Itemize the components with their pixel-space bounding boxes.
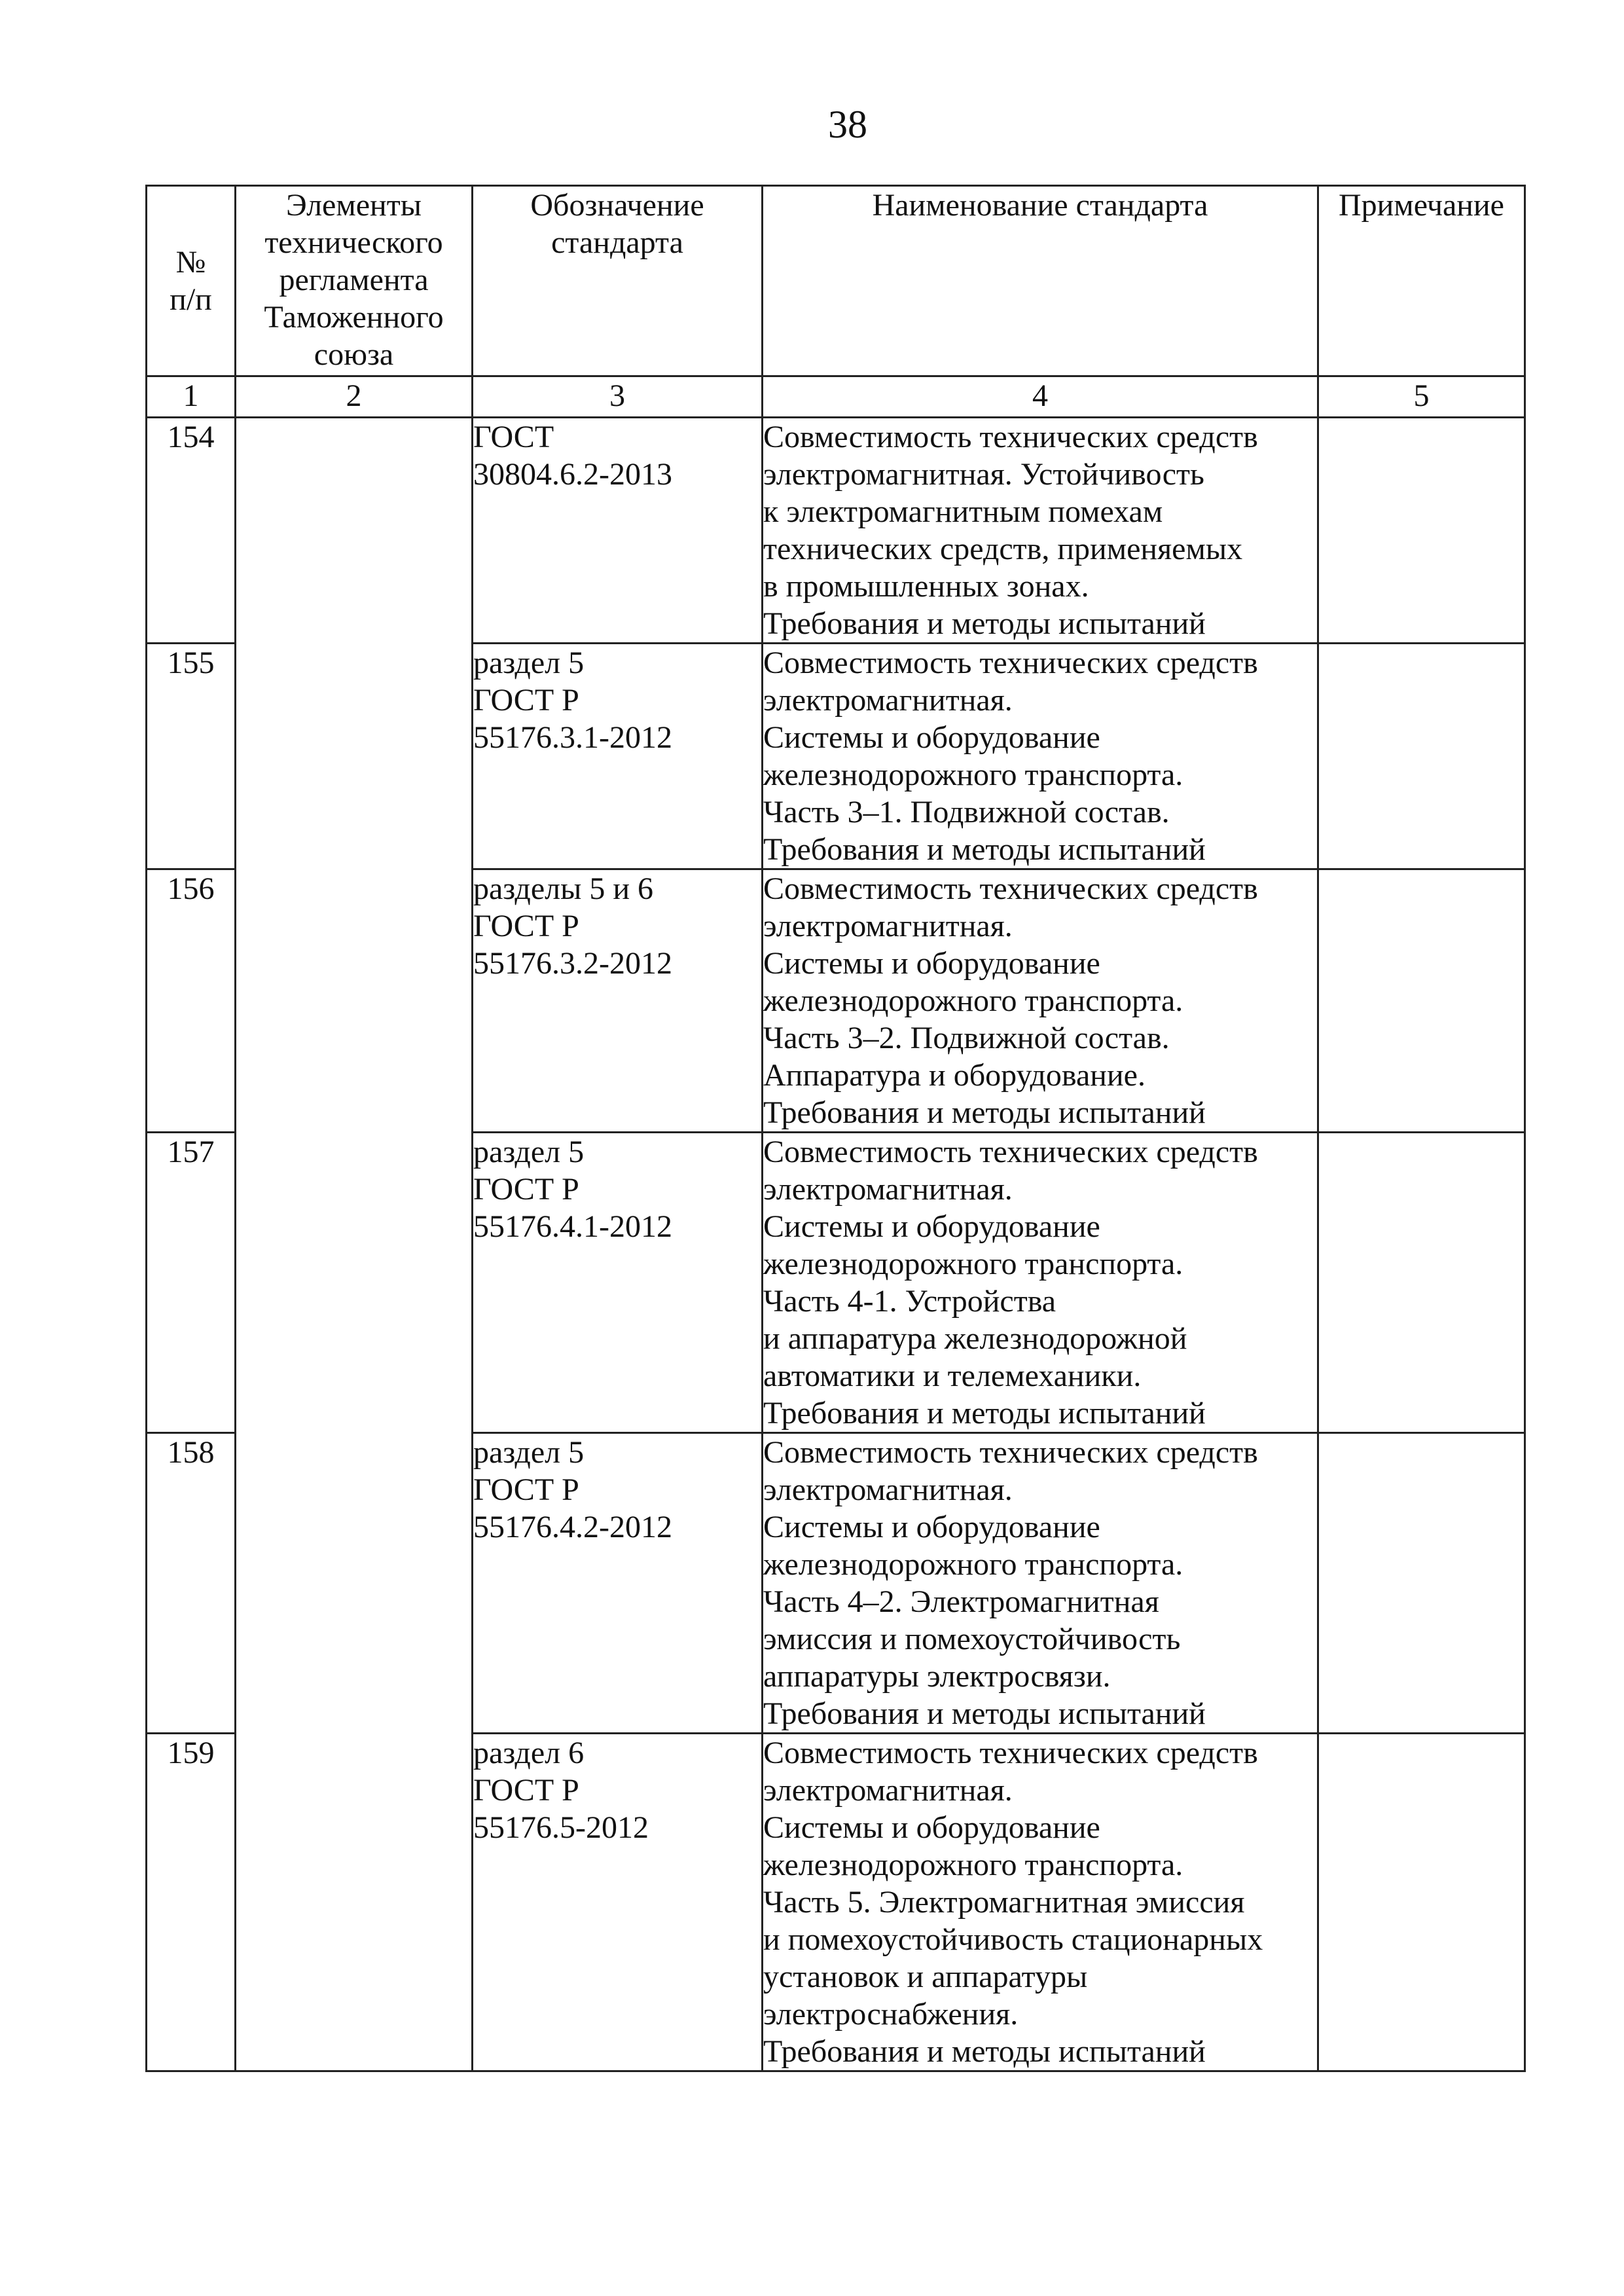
name-line: Часть 4-1. Устройства bbox=[763, 1284, 1056, 1319]
standard-name bbox=[763, 1133, 1318, 1433]
name-line: установок и аппаратуры bbox=[763, 1959, 1088, 1994]
name-line: Совместимость технических средств bbox=[763, 1736, 1258, 1770]
name-line: электромагнитная. bbox=[763, 1172, 1013, 1207]
header-elements-line: Элементы bbox=[286, 188, 422, 223]
name-line: Часть 4–2. Электромагнитная bbox=[763, 1584, 1159, 1619]
designation-line: раздел 5 bbox=[473, 646, 585, 680]
header-note-line: Примечание bbox=[1339, 188, 1504, 223]
designation-line: 55176.3.1-2012 bbox=[473, 720, 672, 755]
standard-designation bbox=[473, 1133, 763, 1433]
header-elements bbox=[236, 186, 473, 376]
designation-line: раздел 6 bbox=[473, 1736, 585, 1770]
name-line: Часть 5. Электромагнитная эмиссия bbox=[763, 1885, 1245, 1920]
standard-designation bbox=[473, 1433, 763, 1734]
designation-line: 55176.4.1-2012 bbox=[473, 1209, 672, 1244]
name-line: электромагнитная. bbox=[763, 1773, 1013, 1808]
designation-line: ГОСТ Р bbox=[473, 1773, 579, 1808]
name-line: Требования и методы испытаний bbox=[763, 606, 1206, 641]
header-num bbox=[147, 186, 236, 376]
name-line: Системы и оборудование bbox=[763, 1510, 1100, 1544]
name-line: электромагнитная. bbox=[763, 1472, 1013, 1507]
name-line: Требования и методы испытаний bbox=[763, 832, 1206, 867]
note-cell bbox=[1318, 644, 1525, 869]
header-elements-line: технического bbox=[264, 225, 443, 260]
name-line: электроснабжения. bbox=[763, 1997, 1019, 2032]
name-line: Системы и оборудование bbox=[763, 1209, 1100, 1244]
name-line: Аппаратура и оборудование. bbox=[763, 1058, 1146, 1093]
name-line: Совместимость технических средств bbox=[763, 1435, 1258, 1470]
name-line: железнодорожного транспорта. bbox=[763, 1547, 1183, 1582]
header-name-line: Наименование стандарта bbox=[872, 188, 1208, 223]
column-index-row bbox=[147, 376, 1525, 418]
designation-line: ГОСТ Р bbox=[473, 683, 579, 718]
designation-line: раздел 5 bbox=[473, 1135, 585, 1169]
header-elements-line: союза bbox=[314, 337, 394, 372]
name-line: автоматики и телемеханики. bbox=[763, 1358, 1142, 1393]
name-line: в промышленных зонах. bbox=[763, 569, 1089, 604]
header-designation-line: Обозначение bbox=[530, 188, 704, 223]
standard-designation bbox=[473, 869, 763, 1133]
name-line: и аппаратура железнодорожной bbox=[763, 1321, 1187, 1356]
note-cell bbox=[1318, 1133, 1525, 1433]
row-number: 154 bbox=[147, 418, 236, 644]
name-line: Совместимость технических средств bbox=[763, 871, 1258, 906]
name-line: электромагнитная. bbox=[763, 683, 1013, 718]
row-number: 158 bbox=[147, 1433, 236, 1734]
header-note bbox=[1318, 186, 1525, 376]
name-line: Системы и оборудование bbox=[763, 1810, 1100, 1845]
row-number: 155 bbox=[147, 644, 236, 869]
note-cell bbox=[1318, 1734, 1525, 2071]
elements-cell bbox=[236, 418, 473, 2071]
header-row bbox=[147, 186, 1525, 376]
name-line: и помехоустойчивость стационарных bbox=[763, 1922, 1263, 1957]
designation-line: 55176.4.2-2012 bbox=[473, 1510, 672, 1544]
name-line: железнодорожного транспорта. bbox=[763, 757, 1183, 792]
name-line: Совместимость технических средств bbox=[763, 1135, 1258, 1169]
row-number: 157 bbox=[147, 1133, 236, 1433]
table-row bbox=[147, 418, 1525, 644]
designation-line: ГОСТ Р bbox=[473, 1472, 579, 1507]
standard-name bbox=[763, 1433, 1318, 1734]
name-line: Требования и методы испытаний bbox=[763, 1696, 1206, 1731]
header-elements-line: Таможенного bbox=[264, 300, 444, 335]
page-number: 38 bbox=[828, 103, 867, 146]
designation-line: ГОСТ Р bbox=[473, 1172, 579, 1207]
name-line: Совместимость технических средств bbox=[763, 420, 1258, 454]
name-line: аппаратуры электросвязи. bbox=[763, 1659, 1111, 1694]
header-designation-line: стандарта bbox=[551, 225, 683, 260]
designation-line: 55176.5-2012 bbox=[473, 1810, 649, 1845]
name-line: Системы и оборудование bbox=[763, 946, 1100, 981]
note-cell bbox=[1318, 869, 1525, 1133]
standard-name bbox=[763, 418, 1318, 644]
designation-line: 55176.3.2-2012 bbox=[473, 946, 672, 981]
name-line: железнодорожного транспорта. bbox=[763, 1247, 1183, 1281]
name-line: эмиссия и помехоустойчивость bbox=[763, 1622, 1181, 1656]
name-line: электромагнитная. bbox=[763, 909, 1013, 943]
name-line: технических средств, применяемых bbox=[763, 532, 1243, 566]
note-cell bbox=[1318, 1433, 1525, 1734]
standards-table bbox=[145, 185, 1526, 2072]
column-index: 4 bbox=[763, 376, 1318, 418]
column-index: 2 bbox=[236, 376, 473, 418]
standard-name bbox=[763, 1734, 1318, 2071]
name-line: Часть 3–2. Подвижной состав. bbox=[763, 1021, 1170, 1055]
designation-line: ГОСТ Р bbox=[473, 909, 579, 943]
row-number: 156 bbox=[147, 869, 236, 1133]
row-number: 159 bbox=[147, 1734, 236, 2071]
header-name bbox=[763, 186, 1318, 376]
standard-designation bbox=[473, 1734, 763, 2071]
name-line: электромагнитная. Устойчивость bbox=[763, 457, 1204, 492]
name-line: железнодорожного транспорта. bbox=[763, 1848, 1183, 1882]
designation-line: разделы 5 и 6 bbox=[473, 871, 654, 906]
name-line: Требования и методы испытаний bbox=[763, 2034, 1206, 2069]
name-line: Требования и методы испытаний bbox=[763, 1095, 1206, 1130]
name-line: к электромагнитным помехам bbox=[763, 494, 1163, 529]
header-elements-line: регламента bbox=[279, 263, 429, 297]
designation-line: раздел 5 bbox=[473, 1435, 585, 1470]
note-cell bbox=[1318, 418, 1525, 644]
column-index: 3 bbox=[473, 376, 763, 418]
designation-line: ГОСТ bbox=[473, 420, 554, 454]
standard-name bbox=[763, 869, 1318, 1133]
designation-line: 30804.6.2-2013 bbox=[473, 457, 672, 492]
header-designation bbox=[473, 186, 763, 376]
name-line: Системы и оборудование bbox=[763, 720, 1100, 755]
name-line: Часть 3–1. Подвижной состав. bbox=[763, 795, 1170, 829]
standard-designation bbox=[473, 644, 763, 869]
header-num-line: № bbox=[175, 245, 206, 280]
name-line: Совместимость технических средств bbox=[763, 646, 1258, 680]
column-index: 1 bbox=[147, 376, 236, 418]
header-num-line: п/п bbox=[170, 282, 212, 317]
column-index: 5 bbox=[1318, 376, 1525, 418]
name-line: железнодорожного транспорта. bbox=[763, 983, 1183, 1018]
standard-name bbox=[763, 644, 1318, 869]
standard-designation bbox=[473, 418, 763, 644]
name-line: Требования и методы испытаний bbox=[763, 1396, 1206, 1430]
